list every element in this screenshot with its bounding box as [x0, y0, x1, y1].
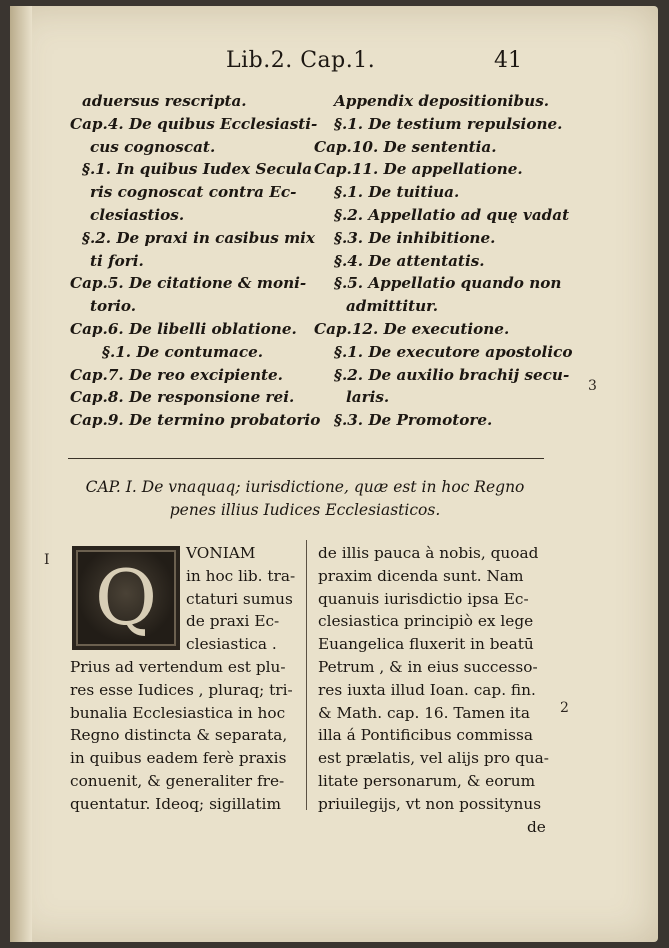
margin-mark-left: I [44, 552, 50, 568]
toc-entry: §.2. De auxilio brachij secu- [334, 365, 570, 384]
text-line: litate personarum, & eorum [318, 771, 536, 790]
running-head [0, 48, 669, 78]
chapter-heading [60, 476, 550, 522]
toc-entry: §.1. De testium repulsione. [334, 114, 563, 133]
toc-entry: Cap.6. De libelli oblatione. [70, 319, 297, 338]
toc-entry: Cap.4. De quibus Ecclesiasti- [70, 114, 318, 133]
text-line: VONIAM [186, 544, 256, 562]
toc-entry: §.1. De tuitiua. [334, 183, 460, 202]
text-line: Euangelica fluxerit in beatū [318, 635, 534, 654]
text-line: clesiastica . [186, 635, 277, 654]
text-line: quanuis iurisdictio ipsa Ec- [318, 589, 529, 608]
margin-mark-right-lower: 2 [560, 700, 569, 716]
text-line: illa á Pontificibus commissa [318, 726, 533, 745]
toc-entry: §.2. Appellatio ad quę vadat [334, 205, 570, 224]
text-line: bunalia Ecclesiastica in hoc [70, 703, 286, 722]
toc-entry: §.3. De inhibitione. [334, 228, 496, 247]
text-line: res esse Iudices , pluraq; tri- [70, 680, 293, 699]
toc-entry: §.1. In quibus Iudex Secula [82, 160, 313, 179]
toc-entry: §.2. De praxi in casibus mix [82, 228, 315, 247]
text-line: de illis pauca à nobis, quoad [318, 544, 539, 562]
toc-entry: Cap.11. De appellatione. [314, 160, 523, 179]
toc-left-column [70, 90, 321, 432]
text-line: in quibus eadem ferè praxis [70, 749, 287, 768]
toc-entry: admittitur. [346, 297, 439, 316]
toc-entry: cus cognoscat. [90, 137, 216, 156]
toc-entry: Cap.10. De sententia. [314, 137, 497, 156]
toc-entry: Cap.8. De responsione rei. [70, 388, 295, 407]
toc-entry: Cap.9. De termino probatorio [70, 411, 321, 430]
toc-entry: ris cognoscat contra Ec- [90, 183, 297, 202]
toc-entry: §.4. De attentatis. [334, 251, 485, 270]
text-line: de praxi Ec- [186, 612, 280, 631]
catchword: de [527, 818, 546, 836]
text-line: quentatur. Ideoq; sigillatim [70, 794, 281, 813]
text-line: Regno distincta & separata, [70, 726, 288, 745]
page-number: 41 [494, 48, 522, 73]
toc-entry: §.1. De contumace. [102, 342, 264, 361]
toc-entry: Appendix depositionibus. [334, 92, 550, 110]
toc-entry: clesiastios. [90, 205, 185, 224]
chapter-heading-line1: CAP. I. De vnaquaq; iurisdictione, quæ est in hoc Regno [85, 478, 525, 496]
text-line: res iuxta illud Ioan. cap. fin. [318, 680, 536, 699]
text-line: in hoc lib. tra- [186, 566, 296, 585]
toc-entry: Cap.7. De reo excipiente. [70, 365, 283, 384]
text-line: praxim dicenda sunt. Nam [318, 566, 524, 585]
text-line: ctaturi sumus [186, 589, 293, 608]
toc-entry: §.1. De executore apostolico [334, 342, 573, 361]
body-text-right-column [318, 542, 554, 816]
toc-entry: aduersus rescripta. [82, 92, 247, 110]
running-head-title: Lib.2. Cap.1. [226, 48, 376, 73]
toc-entry: Cap.5. De citatione & moni- [70, 274, 307, 293]
text-line: conuenit, & generaliter fre- [70, 771, 285, 790]
margin-mark-right-upper: 3 [588, 378, 597, 394]
page-gutter [10, 6, 32, 942]
decorated-initial-letter: Q [94, 553, 158, 642]
body-text-beside-initial [186, 542, 306, 656]
text-line: Petrum , & in eius successo- [318, 657, 538, 676]
text-line: priuilegijs, vt non possitynus [318, 794, 542, 813]
toc-entry: ti fori. [90, 251, 144, 270]
decorated-initial-frame [76, 550, 176, 646]
text-line: & Math. cap. 16. Tamen ita [318, 703, 530, 722]
decorated-initial [72, 546, 180, 650]
toc-right-column [314, 90, 573, 432]
text-line: est prælatis, vel alijs pro qua- [318, 749, 549, 768]
body-text-left-column [70, 656, 310, 816]
toc-entry: laris. [346, 388, 390, 407]
toc-entry: torio. [90, 297, 137, 316]
toc-entry: §.5. Appellatio quando non [334, 274, 562, 293]
column-divider [306, 540, 307, 810]
text-line: Prius ad vertendum est plu- [70, 658, 286, 676]
toc-entry: §.3. De Promotore. [334, 411, 493, 430]
section-rule [68, 458, 544, 459]
text-line: clesiastica principiò ex lege [318, 612, 534, 631]
chapter-heading-line2: penes illius Iudices Ecclesiasticos. [169, 501, 441, 519]
toc-entry: Cap.12. De executione. [314, 319, 510, 338]
